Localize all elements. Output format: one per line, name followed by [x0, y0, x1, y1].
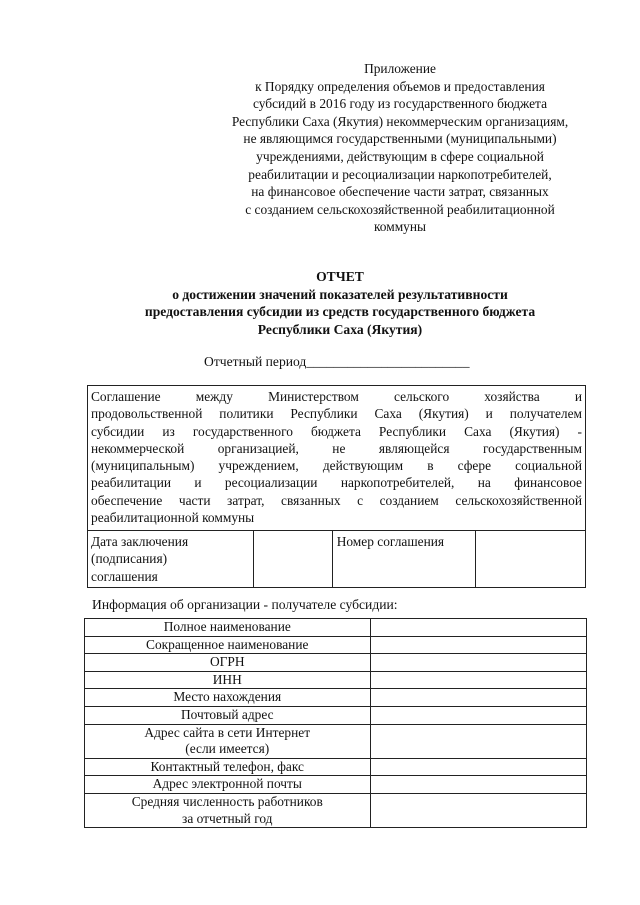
row-label-line: ОГРН — [209, 654, 245, 670]
table-row — [85, 689, 587, 707]
table-row — [85, 636, 587, 654]
agreement-line: субсидии из государственного бюджета Республики Саха (Якутия) - — [91, 423, 582, 439]
report-title-line: предоставления субсидии из средств государственного бюджета — [144, 304, 536, 319]
phone-fax-value[interactable] — [370, 758, 586, 776]
full-name-value[interactable] — [370, 619, 586, 637]
table-row — [85, 671, 587, 689]
agreement-date-label-line: Дата заключения — [91, 534, 189, 549]
row-label-line: ИНН — [212, 671, 242, 687]
row-label-line: Контактный телефон, факс — [150, 758, 304, 774]
agreement-table — [87, 385, 586, 588]
inn-value[interactable] — [370, 671, 586, 689]
appendix-line: коммуны — [373, 219, 427, 235]
postal-address-label — [85, 706, 371, 724]
appendix-line: Приложение — [364, 61, 436, 76]
appendix-line: с созданием сельскохозяйственной реабилитационной — [245, 201, 555, 217]
reporting-period-blank[interactable]: ________________________ — [306, 354, 470, 369]
appendix-line: Республики Саха (Якутия) некоммерческим организациям, — [231, 113, 569, 129]
agreement-line: реабилитации и ресоциализации наркопотребителей, на финансовое — [91, 475, 582, 491]
report-title-line: Республики Саха (Якутия) — [257, 321, 423, 337]
appendix-line: не являющимся государственными (муниципальными) — [243, 131, 557, 147]
website-value[interactable] — [370, 724, 586, 758]
report-heading: ОТЧЕТ — [316, 269, 364, 284]
agreement-number-label: Номер соглашения — [332, 531, 475, 588]
table-row — [85, 776, 587, 794]
appendix-line: на финансовое обеспечение части затрат, связанных — [251, 184, 549, 200]
row-label-line: за отчетный год — [182, 810, 273, 826]
table-row — [85, 654, 587, 672]
agreement-line: Соглашение между Министерством сельского хозяйства и — [91, 389, 582, 404]
ogrn-label — [85, 654, 371, 672]
phone-fax-label — [85, 758, 371, 776]
report-title-line: о достижении значений показателей результативности — [172, 286, 508, 302]
agreement-line: продовольственной политики Республики Саха (Якутия) и получателем — [91, 406, 582, 422]
agreement-date-label-line: (подписания) — [91, 551, 168, 567]
employee-count-value[interactable] — [370, 793, 586, 827]
row-label-line: (если имеется) — [185, 741, 270, 757]
agreement-date-label — [88, 531, 254, 588]
table-row — [85, 758, 587, 776]
row-label-line: Средняя численность работников — [131, 793, 323, 809]
row-label-line: Почтовый адрес — [180, 706, 274, 722]
row-label-line: Адрес электронной почты — [152, 776, 302, 792]
appendix-line: к Порядку определения объемов и предоставления — [255, 78, 545, 94]
agreement-date-value[interactable] — [253, 531, 332, 588]
agreement-description — [88, 386, 586, 531]
location-value[interactable] — [370, 689, 586, 707]
ogrn-value[interactable] — [370, 654, 586, 672]
agreement-line: реабилитационной коммуны — [91, 510, 255, 526]
appendix-line: учреждениями, действующим в сфере социальной — [256, 148, 544, 164]
row-label-line: Место нахождения — [173, 689, 282, 705]
table-row — [85, 619, 587, 637]
full-name-label — [85, 619, 371, 637]
organization-info-table — [84, 618, 587, 828]
reporting-period-label: Отчетный период — [204, 354, 307, 369]
agreement-date-label-line: соглашения — [91, 568, 158, 584]
website-label — [85, 724, 371, 758]
row-label-line: Полное наименование — [163, 619, 291, 634]
email-label — [85, 776, 371, 794]
table-row — [85, 706, 587, 724]
agreement-line: обеспечение части затрат, связанных с созданием сельскохозяйственной — [91, 492, 582, 508]
location-label — [85, 689, 371, 707]
employee-count-label — [85, 793, 371, 827]
reporting-period — [204, 354, 469, 370]
table-row — [85, 793, 587, 827]
email-value[interactable] — [370, 776, 586, 794]
table-row — [85, 724, 587, 758]
organization-info-heading: Информация об организации - получателе субсидии: — [92, 597, 398, 612]
short-name-label — [85, 636, 371, 654]
appendix-line: субсидий в 2016 году из государственного бюджета — [252, 96, 548, 112]
row-label-line: Сокращенное наименование — [146, 636, 309, 652]
row-label-line: Адрес сайта в сети Интернет — [144, 724, 311, 740]
appendix-block — [200, 60, 600, 236]
inn-label — [85, 671, 371, 689]
short-name-value[interactable] — [370, 636, 586, 654]
appendix-line: реабилитации и ресоциализации наркопотребителей, — [248, 166, 552, 182]
agreement-line: (муниципальным) учреждением, действующим в сфере социальной — [91, 458, 582, 474]
agreement-line: некоммерческой организацией, не являющейся государственным — [91, 440, 582, 456]
report-title — [90, 268, 590, 338]
agreement-number-value[interactable] — [475, 531, 585, 588]
postal-address-value[interactable] — [370, 706, 586, 724]
